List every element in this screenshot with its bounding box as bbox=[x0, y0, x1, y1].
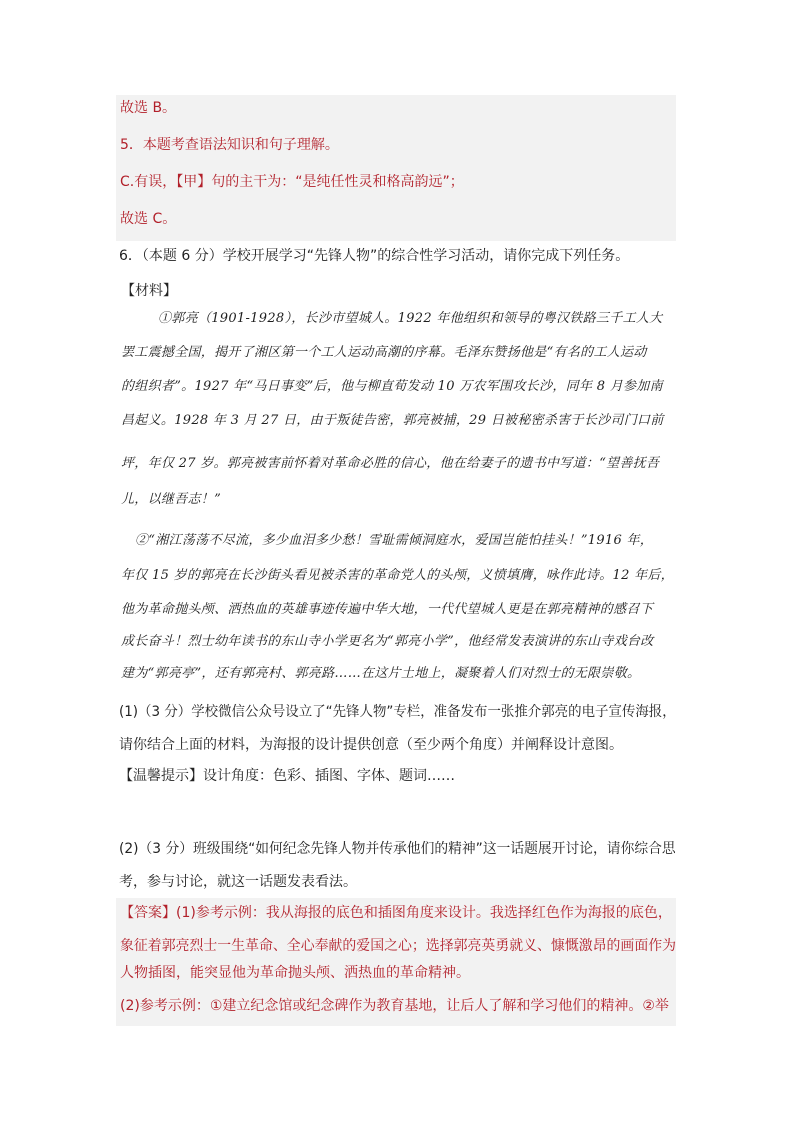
explanation-line-3: C.有误，【甲】句的主干为：“是纯任性灵和格高韵远”； bbox=[120, 174, 464, 190]
answer-line: 象征着郭亮烈士一生革命、全心奉献的爱国之心；选择郭亮英勇就义、慷慨激昂的画面作为 bbox=[120, 938, 677, 954]
material1-line: 罢工震撼全国，揭开了湘区第一个工人运动高潮的序幕。毛泽东赞扬他是“有名的工人运动 bbox=[121, 345, 647, 360]
material2-line: 成长奋斗！烈士幼年读书的东山寺小学更名为“郭亮小学”，他经常发表演讲的东山寺戏台改 bbox=[121, 634, 654, 649]
material1-line: 坪，年仅 27 岁。郭亮被害前怀着对革命必胜的信心，他在给妻子的遗书中写道：“望善抚吾 bbox=[121, 456, 660, 471]
answer-line: (2)参考示例：①建立纪念馆或纪念碑作为教育基地，让后人了解和学习他们的精神。②举 bbox=[120, 998, 669, 1014]
material2-line: 建为“郭亮亭”，还有郭亮村、郭亮路……在这片土地上，凝聚着人们对烈士的无限崇敬。 bbox=[121, 666, 641, 681]
material2-line: 他为革命抛头颅、洒热血的英雄事迹传遍中华大地，一代代望城人更是在郭亮精神的感召下 bbox=[121, 602, 654, 617]
explanation-shade bbox=[116, 95, 676, 241]
explanation-line-4: 故选 C。 bbox=[120, 211, 177, 227]
hint-line: 【温馨提示】设计角度：色彩、插图、字体、题词…… bbox=[119, 768, 455, 784]
material1-line: 昌起义。1928 年 3 月 27 日，由于叛徒告密，郭亮被捕，29 日被秘密杀害于长沙司门口前 bbox=[121, 413, 664, 428]
question-stem: 6．（本题 6 分）学校开展学习“先锋人物”的综合性学习活动，请你完成下列任务。 bbox=[119, 248, 630, 264]
explanation-line-2: 5．本题考查语法知识和句子理解。 bbox=[120, 137, 339, 153]
material2-line: ②“湘江荡荡不尽流，多少血泪多少愁！雪耻需倾洞庭水，爱国岂能怕挂头！”1916 年， bbox=[135, 533, 654, 548]
task1-line: 请你结合上面的材料，为海报的设计提供创意（至少两个角度）并阐释设计意图。 bbox=[119, 737, 623, 753]
task2-line: 考，参与讨论，就这一话题发表看法。 bbox=[119, 874, 357, 890]
material1-line: 儿，以继吾志！” bbox=[121, 492, 222, 507]
task2-line: (2)（3 分）班级围绕“如何纪念先锋人物并传承他们的精神”这一话题展开讨论，请你综合思 bbox=[119, 841, 676, 857]
material1-line: 的组织者”。1927 年“马日事变”后，他与柳直荀发动 10 万农军围攻长沙，同年 8 月参加南 bbox=[121, 379, 663, 394]
answer-line: 【答案】(1)参考示例：我从海报的底色和插图角度来设计。我选择红色作为海报的底色， bbox=[120, 905, 672, 921]
task1-line: (1)（3 分）学校微信公众号设立了“先锋人物”专栏，准备发布一张推介郭亮的电子宣传海报， bbox=[119, 704, 676, 720]
explanation-line-1: 故选 B。 bbox=[120, 100, 177, 116]
material1-line: ①郭亮（1901-1928），长沙市望城人。1922 年他组织和领导的粤汉铁路三千工人大 bbox=[158, 311, 663, 326]
answer-line: 人物插图，能突显他为革命抛头颅、洒热血的革命精神。 bbox=[120, 965, 470, 981]
material-label: 【材料】 bbox=[121, 283, 177, 299]
material2-line: 年仅 15 岁的郭亮在长沙街头看见被杀害的革命党人的头颅，义愤填膺，咏作此诗。12 年后， bbox=[121, 568, 674, 583]
